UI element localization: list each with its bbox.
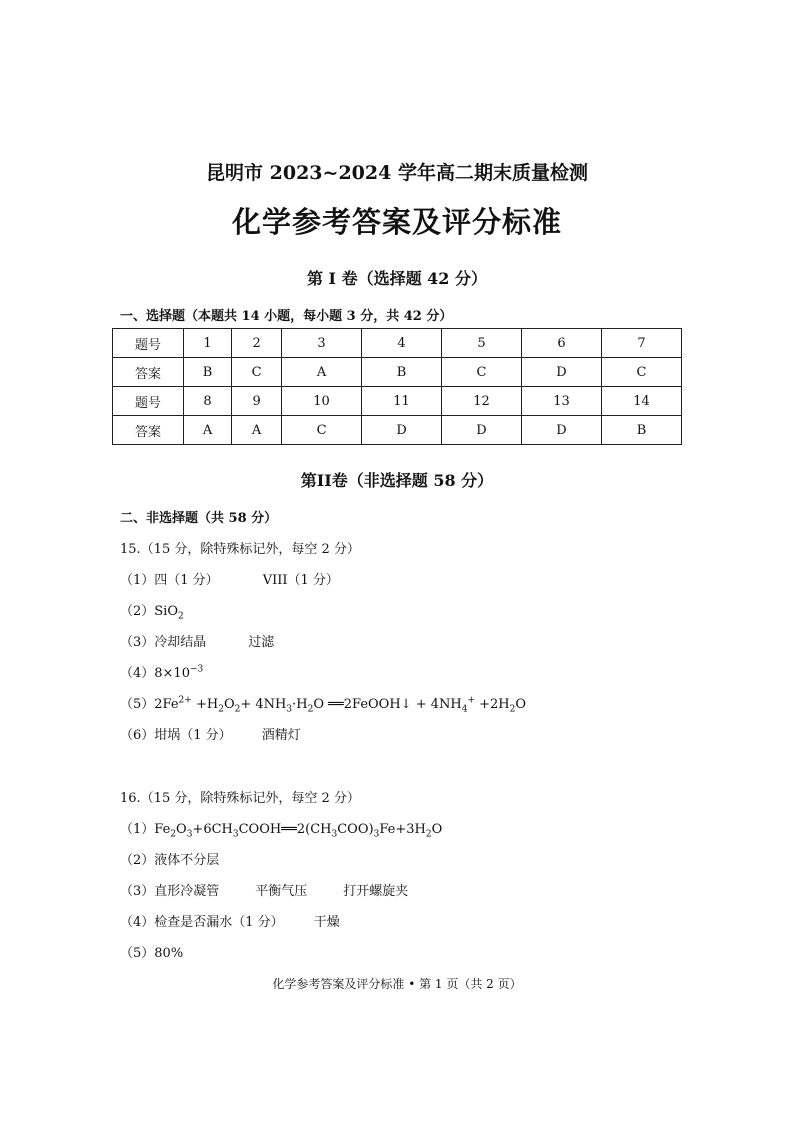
table-row (113, 358, 682, 387)
table-cell: 12 (442, 387, 522, 416)
table-cell: C (602, 358, 682, 387)
q15-a6: （6）坩埚（1 分） (120, 728, 232, 743)
table-cell: 6 (522, 329, 602, 358)
q15-answer-6 (120, 724, 301, 743)
q16-a3: （3）直形冷凝管 (120, 884, 220, 899)
table-cell: B (602, 416, 682, 445)
table-cell: 3 (282, 329, 362, 358)
eq-part: （1）Fe (120, 822, 171, 837)
table-cell: C (232, 358, 282, 387)
q15-a2-sub: 2 (178, 611, 184, 622)
q15-answer-4 (120, 662, 203, 681)
q16-a3c: 打开螺旋夹 (343, 884, 409, 899)
eq-part: O (176, 822, 187, 837)
table-cell: 10 (282, 387, 362, 416)
eq-part: O (515, 697, 527, 712)
part1-heading: 第 I 卷（选择题 42 分） (306, 269, 488, 288)
table-cell: 13 (522, 387, 602, 416)
row-label: 答案 (113, 416, 184, 445)
table-cell: 5 (442, 329, 522, 358)
eq-sub: 3 (373, 829, 380, 840)
page-footer: 化学参考答案及评分标准 • 第 1 页（共 2 页） (272, 977, 522, 991)
q15-a1b: VIII（1 分） (262, 573, 339, 588)
eq-part: Fe+3H (379, 822, 426, 837)
q16-a3b: 平衡气压 (255, 884, 308, 899)
table-cell: 9 (232, 387, 282, 416)
table-cell: B (184, 358, 232, 387)
q15-answer-3 (120, 631, 274, 650)
eq-sub: 2 (234, 704, 241, 715)
q15-a1: （1）四（1 分） (120, 573, 219, 588)
eq-sub: 3 (186, 829, 193, 840)
q15-answer-2 (120, 600, 184, 622)
table-cell: A (232, 416, 282, 445)
eq-part: +2H (475, 697, 510, 712)
q15-answer-1 (120, 569, 339, 588)
q16-answer-4 (120, 911, 340, 930)
section1-label: 一、选择题（本题共 14 小题，每小题 3 分，共 42 分） (120, 309, 453, 324)
q15-a2: （2）SiO (120, 604, 178, 619)
eq-sub: 2 (425, 829, 432, 840)
table-cell: 2 (232, 329, 282, 358)
table-cell: C (442, 358, 522, 387)
eq-sub: 4 (461, 704, 468, 715)
eq-part: O (223, 697, 235, 712)
table-cell: D (522, 358, 602, 387)
table-row (113, 387, 682, 416)
q16-a4: （4）检查是否漏水（1 分） (120, 915, 284, 930)
row-label: 题号 (113, 329, 184, 358)
table-cell: A (282, 358, 362, 387)
q16-answer-3 (120, 880, 408, 899)
q15-a6b: 酒精灯 (261, 728, 301, 743)
eq-sup: + (467, 695, 475, 706)
q15-a3: （3）冷却结晶 (120, 635, 207, 650)
eq-sub: 3 (331, 829, 338, 840)
q16-answer-5: （5）80% (120, 946, 184, 961)
eq-part: +H (191, 697, 219, 712)
eq-part: （5）2Fe (120, 697, 179, 712)
eq-part: COO) (337, 822, 374, 837)
row-label: 答案 (113, 358, 184, 387)
table-cell: 7 (602, 329, 682, 358)
table-row (113, 329, 682, 358)
part2-heading: 第II卷（非选择题 58 分） (300, 471, 494, 490)
page-title: 化学参考答案及评分标准 (231, 205, 562, 239)
q15-header: 15.（15 分，除特殊标记外，每空 2 分） (120, 542, 360, 557)
table-cell: B (362, 358, 442, 387)
eq-sub: 2 (218, 704, 224, 715)
table-cell: 1 (184, 329, 232, 358)
exam-subtitle: 昆明市 2023~2024 学年高二期末质量检测 (206, 162, 588, 184)
section2-label: 二、非选择题（共 58 分） (120, 511, 278, 526)
q16-answer-2: （2）液体不分层 (120, 853, 220, 868)
eq-sub: 3 (232, 829, 239, 840)
table-cell: D (522, 416, 602, 445)
table-row (113, 416, 682, 445)
eq-part: COOH══2(CH (238, 822, 332, 837)
table-cell: D (442, 416, 522, 445)
eq-sub: 3 (286, 704, 293, 715)
q15-a4-exp: −3 (189, 664, 204, 675)
q16-a4b: 干燥 (313, 915, 340, 930)
table-cell: 4 (362, 329, 442, 358)
table-cell: 14 (602, 387, 682, 416)
q16-answer-1 (120, 818, 442, 840)
eq-sup: 2+ (178, 695, 192, 706)
eq-part: O (431, 822, 443, 837)
table-cell: D (362, 416, 442, 445)
q15-a3b: 过滤 (248, 635, 275, 650)
eq-sub: 2 (307, 704, 314, 715)
eq-sub: 2 (509, 704, 516, 715)
row-label: 题号 (113, 387, 184, 416)
table-cell: C (282, 416, 362, 445)
eq-part: ·H (292, 697, 308, 712)
table-cell: 8 (184, 387, 232, 416)
q15-answer-5 (120, 693, 526, 715)
q15-a4: （4）8×10 (120, 666, 190, 681)
answer-table (112, 328, 682, 445)
eq-part: + 4NH (240, 697, 287, 712)
eq-part: O ══2FeOOH↓ + 4NH (313, 697, 462, 712)
eq-part: +6CH (192, 822, 233, 837)
eq-sub: 2 (170, 829, 177, 840)
table-cell: 11 (362, 387, 442, 416)
table-cell: A (184, 416, 232, 445)
q16-header: 16.（15 分，除特殊标记外，每空 2 分） (120, 791, 360, 806)
